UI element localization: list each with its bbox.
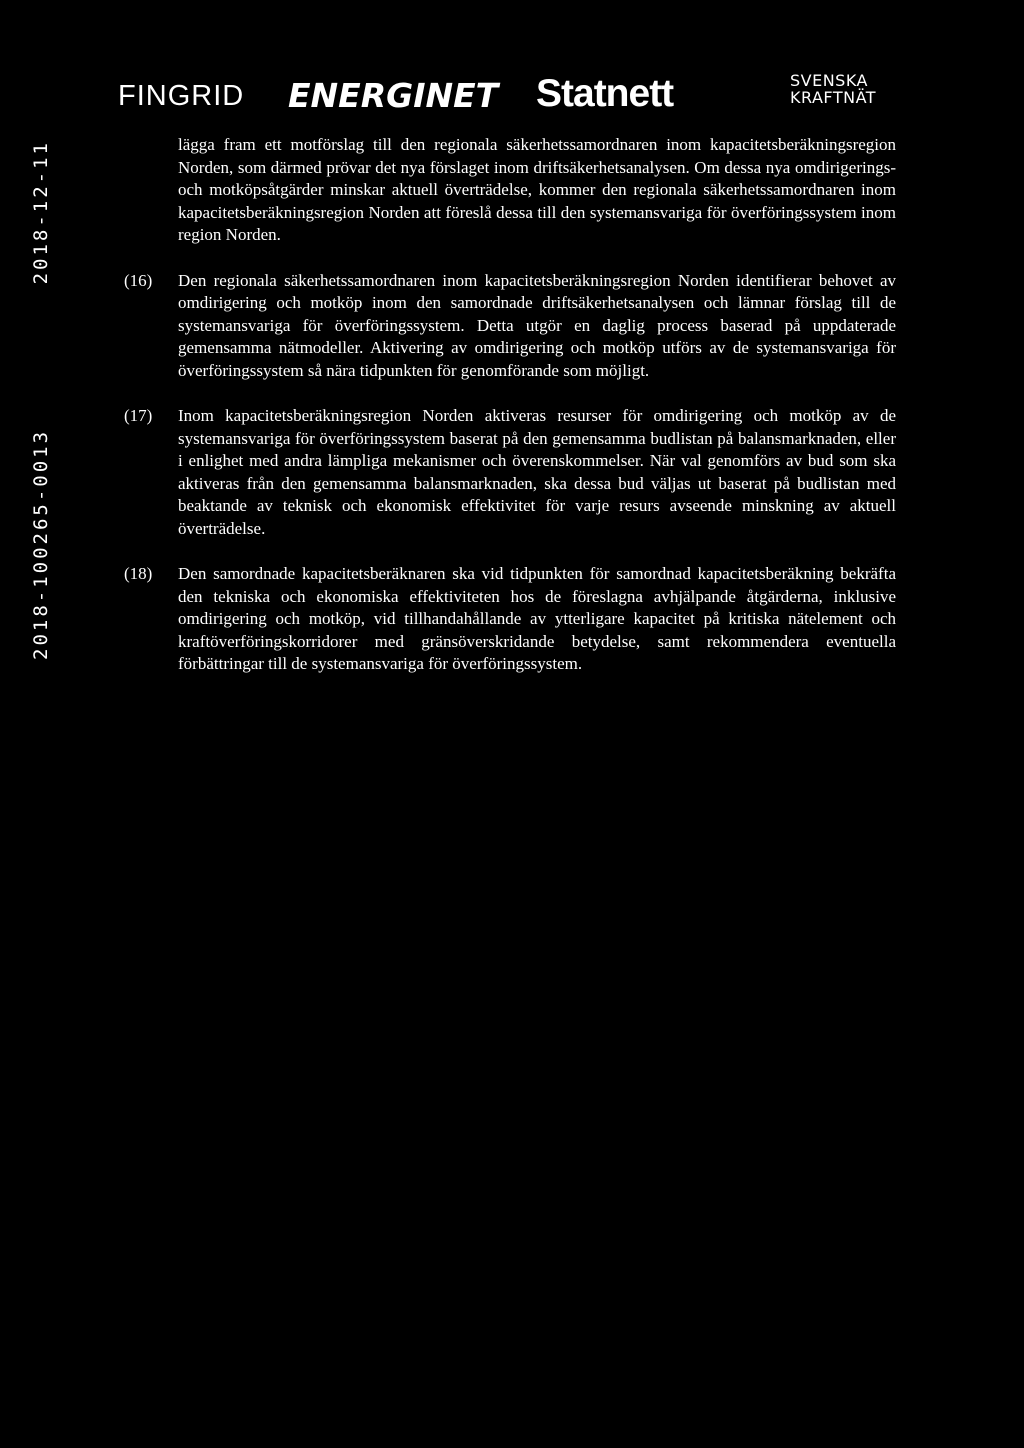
registration-number: 2018-100265-0013 xyxy=(30,428,52,660)
paragraph-continuation xyxy=(124,134,896,247)
paragraph-number: (16) xyxy=(124,270,153,290)
paragraph-16 xyxy=(124,270,896,383)
paragraph-17 xyxy=(124,405,896,540)
paragraph-number: (17) xyxy=(124,406,153,425)
paragraph-text: lägga fram ett motförslag till den regionala säkerhetssamordnaren inom kapacitetsberäkningsregion Norden, som därmed prövar det nya förslaget inom driftsäkerhetsanalysen. Om dessa nya omdirigerings- och motköpsåtgärder minskar aktuell överträdelse, kommer den regionala säkerhetssamordnaren inom kapacitetsberäkningsregion Norden att föreslå dessa till den systemansvariga för överföringssystem inom region Norden. xyxy=(178,135,896,244)
document-body xyxy=(124,134,896,699)
svenska-kraftnat-logo xyxy=(790,72,876,106)
document-id-stamp xyxy=(30,140,52,660)
paragraph-text: Den regionala säkerhetssamordnaren inom kapacitetsberäkningsregion Norden identifierar behovet av omdirigering och motköp inom den samordnade driftsäkerhetsanalysen och lämnar förslag till de systemansvariga för överföringssystem. Detta utgör en daglig process baserad på uppdaterade gemensamma nätmodeller. Aktivering av omdirigering och motköp utförs av de systemansvariga för överföringssystem så nära tidpunkten för genomförande som möjligt. xyxy=(178,270,896,380)
paragraph-number: (18) xyxy=(124,564,153,583)
statnett-logo: Statnett xyxy=(536,72,674,115)
header-logos xyxy=(118,72,888,122)
paragraph-18 xyxy=(124,563,896,676)
svk-logo-line2: KRAFTNÄT xyxy=(790,88,877,107)
fingrid-logo: FINGRID xyxy=(118,80,245,112)
svk-logo-line1: SVENSKA xyxy=(790,71,868,90)
paragraph-text: Den samordnade kapacitetsberäknaren ska vid tidpunkten för samordnad kapacitetsberäkning bekräfta den tekniska och ekonomiska effektiviteten hos de föreslagna avhjälpande åtgärderna, inklusive omdirigering och motköp, vid tillhandahållande av ytterligare kapacitet på kritiska nätelement och kraftöverföringskorridorer med gränsöverskridande betydelse, samt rekommendera eventuella förbättringar till de systemansvariga för överföringssystem. xyxy=(178,564,896,673)
registration-date: 2018-12-11 xyxy=(30,140,52,285)
energinet-logo: ENERGINET xyxy=(288,76,499,115)
paragraph-number xyxy=(124,134,178,247)
paragraph-text: Inom kapacitetsberäkningsregion Norden aktiveras resurser för omdirigering och motköp av de systemansvariga för överföringssystem baserat på den gemensamma budlistan på balansmarknaden, eller i enlighet med andra lämpliga mekanismer och överenskommelser. När val genomförs av bud som ska aktiveras från den gemensamma balansmarknaden, ska dessa bud väljas ut baserat på budlistan med beaktande av teknisk och ekonomisk effektivitet för varje resurs avseende minskning av aktuell överträdelse. xyxy=(178,406,896,538)
